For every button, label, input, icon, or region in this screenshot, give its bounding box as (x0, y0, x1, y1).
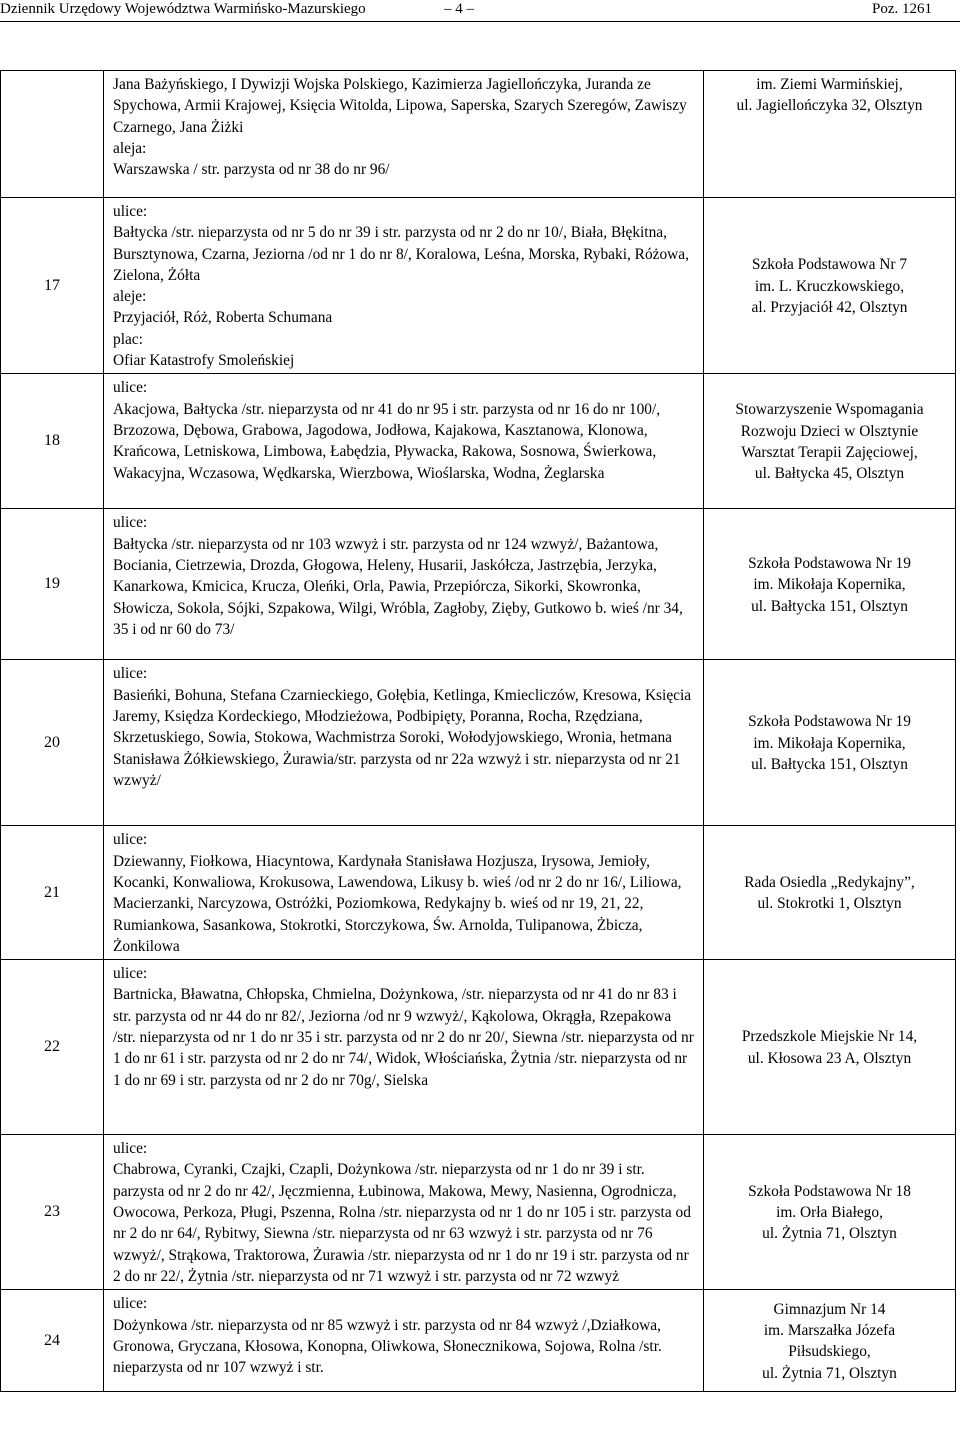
polling-station-line: Gimnazjum Nr 14 (773, 1300, 886, 1318)
polling-station-line: ul. Bałtycka 45, Olsztyn (754, 465, 905, 483)
row-number: 23 (1, 1135, 104, 1290)
street-names: Basieńki, Bohuna, Stefana Czarnieckiego, Gołębia, Ketlinga, Kmiecliczów, Kresowa, Księcia Jaremy, Księdza Kordeckiego, Młodzieżowa, Podbipięty, Poranna, Rocha, Rzędziana, Skrzetuskiego, Sowia, Stokowa, Wachmistrza Soroki, Wołodyjowskiego, Wronia, hetmana Stanisława Żółkiewskiego, Żurawia/str. parzysta od nr 22a wzwyż i str. nieparzysta od nr 21 wzwyż/ (113, 686, 692, 789)
polling-station-line: Warsztat Terapii Zajęciowej, (741, 443, 918, 461)
polling-station (704, 71, 956, 198)
row-number: 21 (1, 826, 104, 960)
street-type-label: ulice: (113, 965, 148, 983)
position-number: Poz. 1261 (872, 1, 932, 17)
street-names: Akacjowa, Bałtycka /str. nieparzysta od nr 41 do nr 95 i str. parzysta od nr 16 do nr 100/, Brzozowa, Dębowa, Grabowa, Jagodowa, Jodłowa, Kajakowa, Kasztanowa, Klonowa, Krańcowa, Letniskowa, Limbowa, Łabędzia, Pływacka, Rakowa, Sosnowa, Świerkowa, Wakacyjna, Wczasowa, Wędkarska, Wierzbowa, Wioślarska, Wodna, Żeglarska (113, 400, 661, 482)
polling-station-line: Szkoła Podstawowa Nr 19 (748, 713, 911, 731)
street-names: Bartnicka, Bławatna, Chłopska, Chmielna, Dożynkowa, /str. nieparzysta od nr 41 do nr 83 i str. parzysta od nr 44 do nr 82/, Jeziorna /od nr 9 wzwyż/, Kąkolowa, Okrągła, Rzepakowa /str. nieparzysta od nr 1 do nr 35 i str. parzysta od nr 2 do nr 20/, Siewna /str. nieparzysta od nr 1 do nr 61 i str. parzysta od nr 2 do nr 74/, Widok, Włościańska, Żytnia /str. nieparzysta od nr 1 do nr 69 i str. parzysta od nr 2 do nr 70g/, Sielska (113, 986, 694, 1089)
street-names: Jana Bażyńskiego, I Dywizji Wojska Polskiego, Kazimierza Jagiellończyka, Juranda ze Spychowa, Armii Krajowej, Księcia Witolda, Lipowa, Saperska, Szarych Szeregów, Zawiszy Czarnego, Jana Żiżki (113, 76, 687, 136)
row-number: 20 (1, 660, 104, 826)
polling-station-line: Piłsudskiego, (788, 1343, 871, 1361)
district-table (0, 70, 956, 1392)
polling-station-line: Rozwoju Dzieci w Olsztynie (740, 422, 919, 440)
polling-station (704, 1135, 956, 1290)
polling-station-line: Rada Osiedla „Redykajny”, (744, 873, 915, 891)
polling-station-line: ul. Żytnia 71, Olsztyn (762, 1364, 897, 1382)
polling-station-line: ul. Bałtycka 151, Olsztyn (751, 756, 908, 774)
row-number: 17 (1, 198, 104, 374)
polling-station-line: ul. Bałtycka 151, Olsztyn (751, 597, 908, 615)
street-list (104, 509, 704, 660)
row-number (1, 71, 104, 198)
polling-station-line: ul. Stokrotki 1, Olsztyn (757, 895, 902, 913)
polling-station-line: Przedszkole Miejskie Nr 14, (741, 1028, 918, 1046)
table-row (1, 660, 956, 826)
street-type-label: ulice: (113, 1140, 148, 1158)
street-list (104, 198, 704, 374)
polling-station (704, 1290, 956, 1392)
street-type-label: ulice: (113, 379, 148, 397)
table-row (1, 374, 956, 509)
header-rule (0, 21, 960, 22)
polling-station-line: Stowarzyszenie Wspomagania (735, 401, 924, 419)
street-list (104, 826, 704, 960)
page-header (0, 0, 960, 22)
street-type-label: ulice: (113, 1295, 148, 1313)
table-row (1, 1135, 956, 1290)
street-type-label: plac: (113, 330, 143, 348)
polling-station-line: ul. Kłosowa 23 A, Olsztyn (747, 1049, 912, 1067)
street-type-label: ulice: (113, 665, 148, 683)
row-number: 18 (1, 374, 104, 509)
table-row (1, 198, 956, 374)
street-names: Przyjaciół, Róż, Roberta Schumana (113, 309, 333, 327)
polling-station (704, 509, 956, 660)
polling-station-line: ul. Żytnia 71, Olsztyn (762, 1225, 897, 1243)
street-names: Ofiar Katastrofy Smoleńskiej (113, 352, 295, 370)
street-names: Chabrowa, Cyranki, Czajki, Czapli, Dożynkowa /str. nieparzysta od nr 1 do nr 39 i str. parzysta od nr 2 do nr 42/, Jęczmienna, Łubinowa, Makowa, Mewy, Nasienna, Ogrodnicza, Owocowa, Perkoza, Pługi, Pszenna, Rolna /str. nieparzysta od nr 1 do nr 105 i str. parzysta od nr 2 do nr 64/, Rybitwy, Siewna /str. nieparzysta od nr 63 wzwyż i str. parzysta od nr 76 wzwyż/, Strąkowa, Traktorowa, Żurawia /str. nieparzysta od nr 1 do nr 19 i str. parzysta od nr 2 do nr 22/, Żytnia /str. nieparzysta od nr 71 wzwyż i str. parzysta od nr 72 wzwyż (113, 1161, 691, 1285)
street-list (104, 660, 704, 826)
polling-station-line: Szkoła Podstawowa Nr 19 (748, 554, 911, 572)
table-row (1, 1290, 956, 1392)
page-number: – 4 – (444, 1, 474, 17)
street-list (104, 71, 704, 198)
street-list (104, 374, 704, 509)
polling-station-line: im. L. Kruczkowskiego, (754, 277, 905, 295)
street-names: Dożynkowa /str. nieparzysta od nr 85 wzwyż i str. parzysta od nr 84 wzwyż /,Działkowa, Gronowa, Gryczana, Kłosowa, Konopna, Oliwkowa, Słonecznikowa, Sojowa, Rolna /str. nieparzysta od nr 107 wzwyż i str. (113, 1316, 662, 1377)
polling-station-line: Szkoła Podstawowa Nr 18 (748, 1182, 911, 1200)
polling-station (704, 960, 956, 1135)
street-names: Dziewanny, Fiołkowa, Hiacyntowa, Kardynała Stanisława Hozjusza, Irysowa, Jemioły, Kocanki, Konwaliowa, Krokusowa, Lawendowa, Likusy b. wieś /od nr 2 do nr 16/, Liliowa, Macierzanki, Narcyzowa, Ostróżki, Poziomkowa, Redykajny b. wieś od nr 19, 21, 22, Rumiankowa, Sasankowa, Stokrotki, Storczykowa, Św. Arnolda, Tulipanowa, Żbicza, Żonkilowa (113, 852, 682, 955)
table-row (1, 71, 956, 198)
street-list (104, 1290, 704, 1392)
table-row (1, 960, 956, 1135)
polling-station-line: im. Orła Białego, (776, 1204, 883, 1222)
street-names: Bałtycka /str. nieparzysta od nr 103 wzwyż i str. parzysta od nr 124 wzwyż/, Bażantowa, Bociania, Cietrzewia, Drozda, Głogowa, Heleny, Husarii, Jaskółcza, Jastrzębia, Jerzyka, Kanarkowa, Kmicica, Krucza, Oleńki, Orla, Pawia, Przepiórcza, Sikorki, Skowronka, Słowicza, Sokola, Sójki, Szpakowa, Wilgi, Wróbla, Zagłoby, Zięby, Gutkowo b. wieś /nr 34, 35 i od nr 60 do 73/ (113, 535, 683, 638)
polling-station-line: al. Przyjaciół 42, Olsztyn (751, 298, 908, 316)
street-type-label: ulice: (113, 203, 148, 220)
polling-station (704, 374, 956, 509)
row-number: 24 (1, 1290, 104, 1392)
polling-station-line: im. Mikołaja Kopernika, (753, 734, 906, 752)
street-type-label: ulice: (113, 514, 148, 532)
polling-station-line: im. Marszałka Józefa (763, 1321, 896, 1339)
polling-station-line: im. Ziemi Warmińskiej, (756, 76, 903, 93)
polling-station (704, 198, 956, 374)
street-names: Warszawska / str. parzysta od nr 38 do nr 96/ (113, 161, 390, 179)
street-list (104, 1135, 704, 1290)
street-type-label: aleje: (113, 288, 147, 306)
table-row (1, 509, 956, 660)
polling-station-line: im. Mikołaja Kopernika, (753, 576, 906, 594)
polling-station-line: ul. Jagiellończyka 32, Olsztyn (736, 97, 923, 115)
street-names: Bałtycka /str. nieparzysta od nr 5 do nr 39 i str. parzysta od nr 2 do nr 10/, Biała, Błękitna, Bursztynowa, Czarna, Jeziorna /od nr 1 do nr 8/, Koralowa, Leśna, Morska, Rybaki, Różowa, Zielona, Żółta (113, 224, 689, 284)
street-type-label: aleja: (113, 139, 147, 157)
polling-station-line: Szkoła Podstawowa Nr 7 (751, 256, 908, 274)
street-type-label: ulice: (113, 831, 148, 849)
journal-title: Dziennik Urzędowy Województwa Warmińsko-Mazurskiego (0, 1, 366, 17)
row-number: 22 (1, 960, 104, 1135)
street-list (104, 960, 704, 1135)
polling-station (704, 660, 956, 826)
table-row (1, 826, 956, 960)
row-number: 19 (1, 509, 104, 660)
polling-station (704, 826, 956, 960)
district-table-body (1, 71, 956, 1392)
